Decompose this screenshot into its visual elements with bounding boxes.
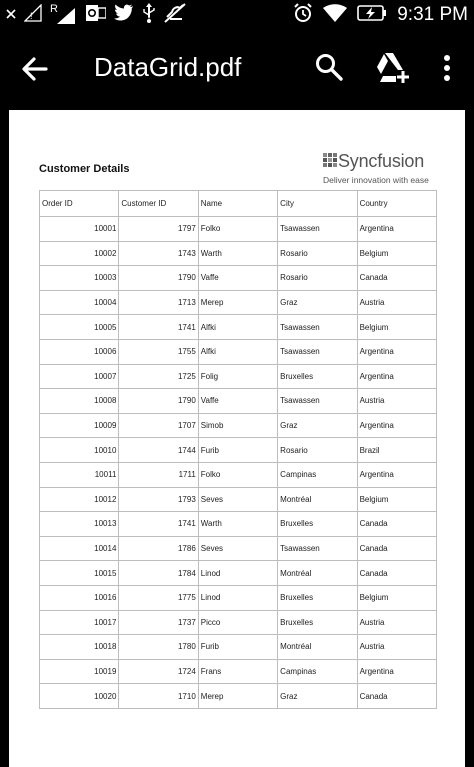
mute-icon bbox=[164, 3, 186, 28]
table-cell: 10018 bbox=[40, 635, 119, 660]
table-cell: 1741 bbox=[119, 315, 198, 340]
table-cell: Belgium bbox=[357, 585, 436, 610]
table-row bbox=[40, 266, 437, 291]
syncfusion-logo bbox=[323, 151, 443, 185]
page-heading: Customer Details bbox=[39, 163, 130, 175]
column-header: Name bbox=[198, 191, 277, 217]
table-cell: Canada bbox=[357, 512, 436, 537]
table-cell: 10006 bbox=[40, 339, 119, 364]
alarm-icon bbox=[293, 3, 313, 28]
google-drive-add-icon bbox=[376, 52, 410, 84]
table-cell: Austria bbox=[357, 610, 436, 635]
table-row bbox=[40, 364, 437, 389]
table-cell: Argentina bbox=[357, 659, 436, 684]
table-row bbox=[40, 536, 437, 561]
table-cell: Furib bbox=[198, 438, 277, 463]
table-cell: 1797 bbox=[119, 217, 198, 242]
back-arrow-icon bbox=[18, 52, 52, 86]
outlook-icon bbox=[86, 4, 106, 27]
table-row bbox=[40, 290, 437, 315]
sim-label: 2 bbox=[70, 13, 75, 22]
table-cell: Tsawassen bbox=[278, 339, 357, 364]
table-cell: Montréal bbox=[278, 487, 357, 512]
table-cell: Merep bbox=[198, 290, 277, 315]
table-cell: Austria bbox=[357, 389, 436, 414]
table-cell: Picco bbox=[198, 610, 277, 635]
table-cell: Argentina bbox=[357, 462, 436, 487]
table-row bbox=[40, 413, 437, 438]
table-cell: 10010 bbox=[40, 438, 119, 463]
table-row bbox=[40, 438, 437, 463]
wifi-icon bbox=[323, 4, 347, 27]
table-cell: Linod bbox=[198, 561, 277, 586]
table-cell: Alfki bbox=[198, 339, 277, 364]
table-cell: Austria bbox=[357, 290, 436, 315]
table-cell: Tsawassen bbox=[278, 389, 357, 414]
close-icon bbox=[6, 6, 16, 24]
table-cell: 10001 bbox=[40, 217, 119, 242]
table-cell: 1724 bbox=[119, 659, 198, 684]
table-cell: 1755 bbox=[119, 339, 198, 364]
table-cell: Belgium bbox=[357, 315, 436, 340]
table-cell: Graz bbox=[278, 413, 357, 438]
back-button[interactable] bbox=[18, 52, 52, 86]
table-cell: Campinas bbox=[278, 462, 357, 487]
table-cell: 1784 bbox=[119, 561, 198, 586]
customer-table bbox=[39, 190, 437, 709]
pdf-page bbox=[9, 110, 465, 767]
table-row bbox=[40, 487, 437, 512]
table-cell: Linod bbox=[198, 585, 277, 610]
table-cell: 1743 bbox=[119, 241, 198, 266]
table-cell: Alfki bbox=[198, 315, 277, 340]
table-cell: Merep bbox=[198, 684, 277, 709]
table-cell: Bruxelles bbox=[278, 585, 357, 610]
status-bar bbox=[0, 0, 474, 30]
table-cell: 10019 bbox=[40, 659, 119, 684]
table-cell: Folko bbox=[198, 217, 277, 242]
table-cell: Warth bbox=[198, 241, 277, 266]
table-cell: Tsawassen bbox=[278, 315, 357, 340]
table-cell: Bruxelles bbox=[278, 364, 357, 389]
table-row bbox=[40, 610, 437, 635]
column-header: Customer ID bbox=[119, 191, 198, 217]
table-row bbox=[40, 561, 437, 586]
table-cell: Seves bbox=[198, 536, 277, 561]
table-cell: Frans bbox=[198, 659, 277, 684]
table-cell: Tsawassen bbox=[278, 536, 357, 561]
table-cell: 10013 bbox=[40, 512, 119, 537]
table-cell: Canada bbox=[357, 536, 436, 561]
table-cell: 1786 bbox=[119, 536, 198, 561]
table-cell: 10008 bbox=[40, 389, 119, 414]
svg-text:!: ! bbox=[30, 10, 33, 21]
table-row bbox=[40, 339, 437, 364]
column-header: Order ID bbox=[40, 191, 119, 217]
table-cell: Furib bbox=[198, 635, 277, 660]
table-cell: 1710 bbox=[119, 684, 198, 709]
table-cell: Graz bbox=[278, 290, 357, 315]
table-cell: Graz bbox=[278, 684, 357, 709]
table-cell: 1790 bbox=[119, 389, 198, 414]
add-to-drive-button[interactable] bbox=[376, 52, 410, 84]
usb-icon bbox=[142, 3, 156, 28]
table-cell: Warth bbox=[198, 512, 277, 537]
table-row bbox=[40, 241, 437, 266]
table-cell: 1793 bbox=[119, 487, 198, 512]
search-icon bbox=[314, 52, 344, 82]
table-row bbox=[40, 585, 437, 610]
table-cell: Argentina bbox=[357, 364, 436, 389]
table-cell: Seves bbox=[198, 487, 277, 512]
table-cell: 10005 bbox=[40, 315, 119, 340]
table-row bbox=[40, 315, 437, 340]
table-cell: Vaffe bbox=[198, 266, 277, 291]
status-bar-right bbox=[293, 4, 468, 26]
table-cell: 1713 bbox=[119, 290, 198, 315]
search-button[interactable] bbox=[314, 52, 344, 82]
table-cell: Folko bbox=[198, 462, 277, 487]
table-row bbox=[40, 635, 437, 660]
table-cell: Argentina bbox=[357, 339, 436, 364]
roaming-label: R bbox=[50, 3, 58, 15]
table-row bbox=[40, 659, 437, 684]
table-cell: Brazil bbox=[357, 438, 436, 463]
no-signal-icon bbox=[24, 4, 42, 27]
table-cell: 1737 bbox=[119, 610, 198, 635]
table-header-row bbox=[40, 191, 437, 217]
logo-name: Syncfusion bbox=[338, 151, 425, 171]
table-cell: 10009 bbox=[40, 413, 119, 438]
table-cell: 10012 bbox=[40, 487, 119, 512]
table-cell: Rosario bbox=[278, 438, 357, 463]
table-cell: 1744 bbox=[119, 438, 198, 463]
logo-tagline: Deliver innovation with ease bbox=[323, 175, 429, 185]
table-cell: 1711 bbox=[119, 462, 198, 487]
roaming-signal-icon bbox=[50, 5, 78, 25]
table-cell: 10011 bbox=[40, 462, 119, 487]
table-cell: Rosario bbox=[278, 266, 357, 291]
table-cell: Belgium bbox=[357, 487, 436, 512]
table-cell: Rosario bbox=[278, 241, 357, 266]
syncfusion-logo-icon bbox=[323, 153, 337, 170]
table-cell: Vaffe bbox=[198, 389, 277, 414]
table-cell: Argentina bbox=[357, 217, 436, 242]
table-cell: Folig bbox=[198, 364, 277, 389]
table-cell: Canada bbox=[357, 266, 436, 291]
status-bar-left bbox=[6, 4, 186, 26]
table-cell: 10003 bbox=[40, 266, 119, 291]
table-cell: 1790 bbox=[119, 266, 198, 291]
table-cell: Canada bbox=[357, 561, 436, 586]
table-cell: Simob bbox=[198, 413, 277, 438]
table-cell: Austria bbox=[357, 635, 436, 660]
table-cell: 1741 bbox=[119, 512, 198, 537]
table-cell: 10016 bbox=[40, 585, 119, 610]
table-cell: Bruxelles bbox=[278, 610, 357, 635]
table-cell: Montréal bbox=[278, 561, 357, 586]
table-row bbox=[40, 389, 437, 414]
table-cell: Bruxelles bbox=[278, 512, 357, 537]
table-cell: Canada bbox=[357, 684, 436, 709]
table-cell: 10014 bbox=[40, 536, 119, 561]
table-cell: 10020 bbox=[40, 684, 119, 709]
table-cell: 10002 bbox=[40, 241, 119, 266]
column-header: Country bbox=[357, 191, 436, 217]
table-body bbox=[40, 217, 437, 709]
table-row bbox=[40, 462, 437, 487]
table-cell: Tsawassen bbox=[278, 217, 357, 242]
column-header: City bbox=[278, 191, 357, 217]
pdf-viewer[interactable] bbox=[0, 106, 474, 767]
table-cell: Campinas bbox=[278, 659, 357, 684]
table-cell: Montréal bbox=[278, 635, 357, 660]
more-options-button[interactable] bbox=[440, 54, 454, 84]
table-cell: Belgium bbox=[357, 241, 436, 266]
battery-charging-icon bbox=[357, 5, 387, 26]
document-title: DataGrid.pdf bbox=[94, 52, 242, 82]
table-cell: 10017 bbox=[40, 610, 119, 635]
table-cell: 1725 bbox=[119, 364, 198, 389]
table-cell: 1775 bbox=[119, 585, 198, 610]
table-row bbox=[40, 217, 437, 242]
table-cell: 1707 bbox=[119, 413, 198, 438]
table-cell: 10015 bbox=[40, 561, 119, 586]
table-row bbox=[40, 684, 437, 709]
table-cell: Argentina bbox=[357, 413, 436, 438]
twitter-icon bbox=[114, 4, 134, 26]
more-vert-icon bbox=[440, 54, 454, 84]
status-time: 9:31 PM bbox=[397, 4, 468, 25]
table-row bbox=[40, 512, 437, 537]
table-cell: 10004 bbox=[40, 290, 119, 315]
app-bar bbox=[0, 30, 474, 106]
table-cell: 10007 bbox=[40, 364, 119, 389]
table-cell: 1780 bbox=[119, 635, 198, 660]
